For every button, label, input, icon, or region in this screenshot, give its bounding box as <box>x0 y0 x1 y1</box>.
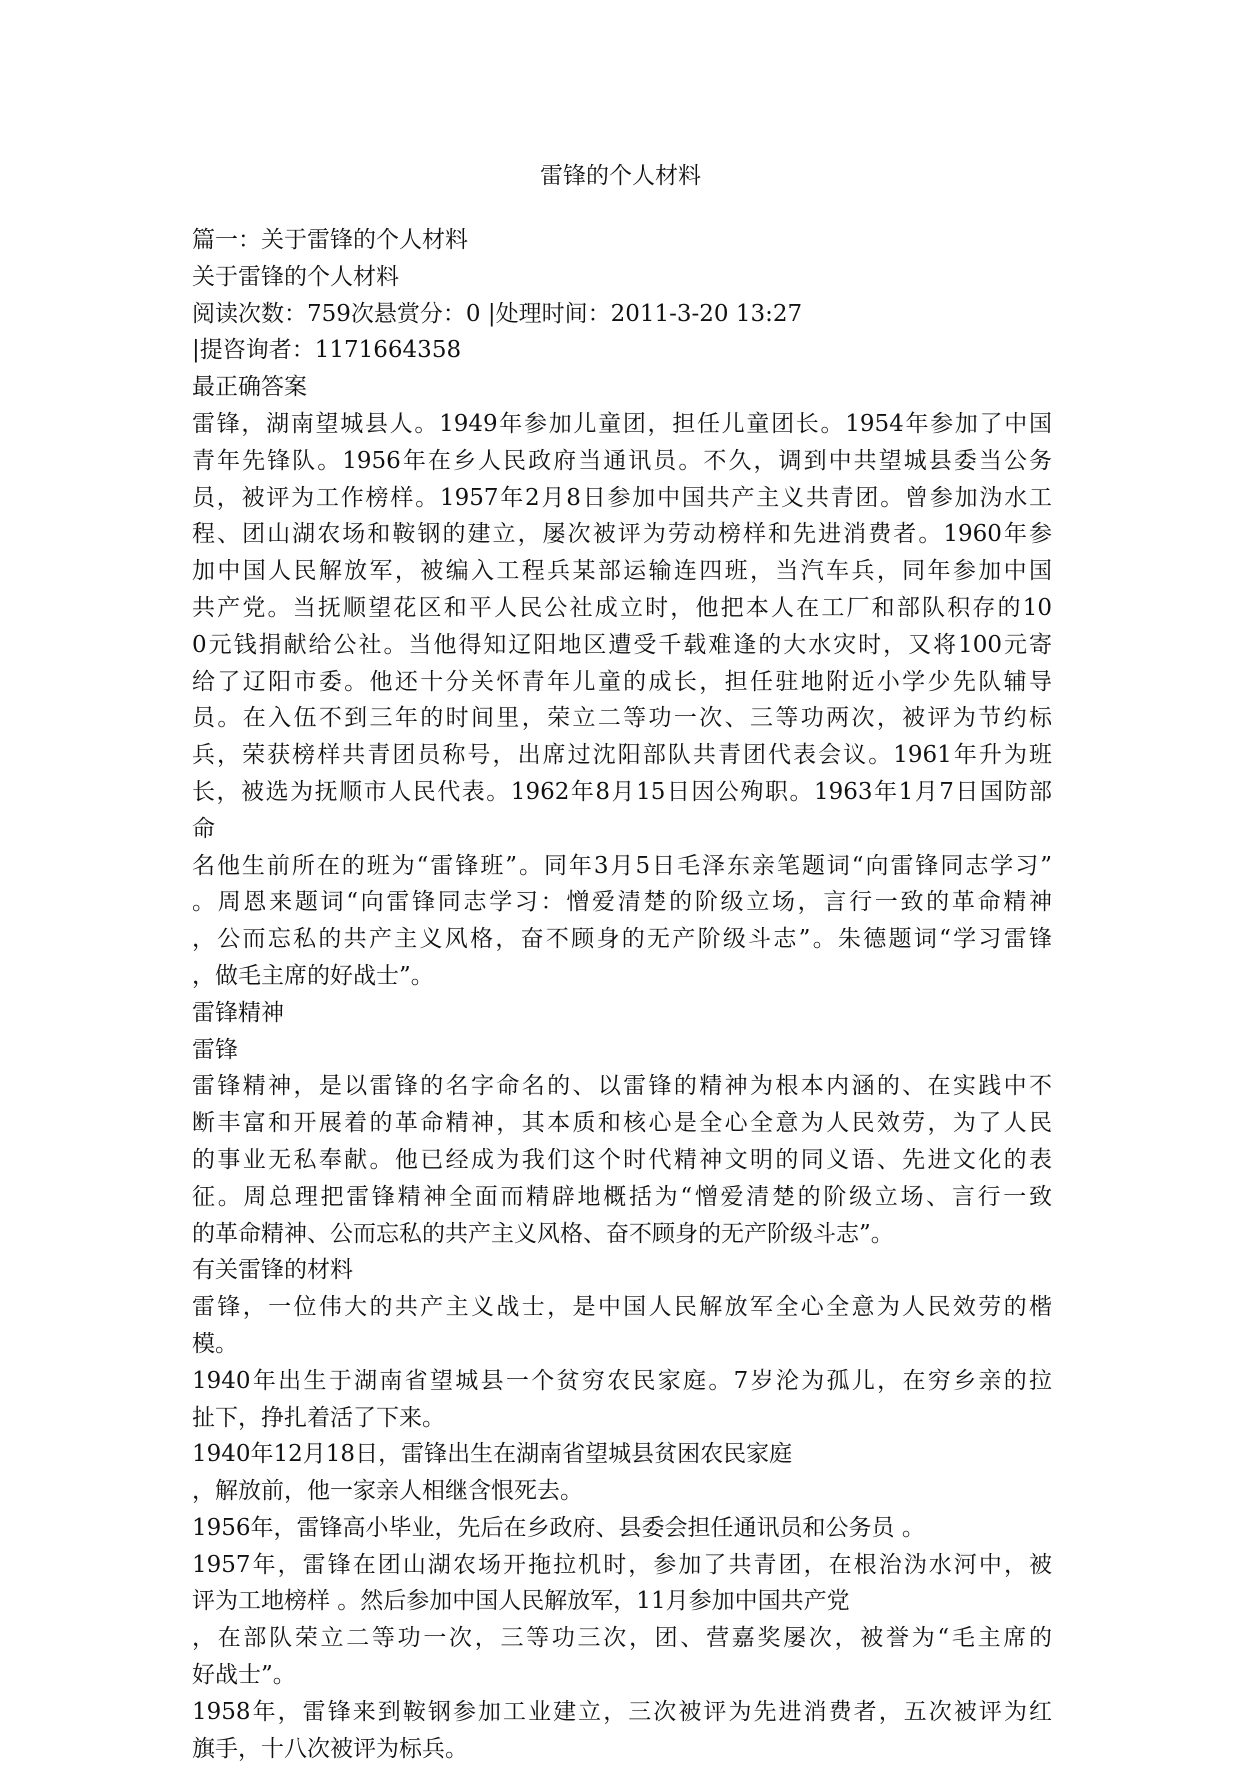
text-line: 征。周总理把雷锋精神全面而精辟地概括为“憎爱清楚的阶级立场、言行一致 <box>192 1183 1052 1210</box>
text-line: 雷锋精神 <box>192 999 284 1026</box>
text-line: 给了辽阳市委。他还十分关怀青年儿童的成长，担任驻地附近小学少先队辅导 <box>192 668 1052 695</box>
text-line: |提咨询者：1171664358 <box>192 337 462 364</box>
text-line: ，在部队荣立二等功一次，三等功三次，团、营嘉奖屡次，被誉为“毛主席的 <box>192 1625 1052 1652</box>
text-line: 1956年，雷锋高小毕业，先后在乡政府、县委会担任通讯员和公务员 。 <box>192 1514 925 1541</box>
text-line: 雷锋，湖南望城县人。1949年参加儿童团，担任儿童团长。1954年参加了中国 <box>192 410 1052 437</box>
text-line: ，公而忘私的共产主义风格，奋不顾身的无产阶级斗志”。朱德题词“学习雷锋 <box>192 926 1052 953</box>
text-line: 1958年，雷锋来到鞍钢参加工业建立，三次被评为先进消费者，五次被评为红 <box>192 1698 1052 1725</box>
text-line: 雷锋，一位伟大的共产主义战士，是中国人民解放军全心全意为人民效劳的楷 <box>192 1294 1052 1321</box>
text-line: 员，被评为工作榜样。1957年2月8日参加中国共产主义共青团。曾参加沩水工 <box>192 484 1052 511</box>
text-line: 最正确答案 <box>192 374 307 401</box>
text-line: 名他生前所在的班为“雷锋班”。同年3月5日毛泽东亲笔题词“向雷锋同志学习” <box>192 852 1052 879</box>
text-line: 1940年12月18日，雷锋出生在湖南省望城县贫困农民家庭 <box>192 1441 793 1468</box>
text-line: 共产党。当抚顺望花区和平人民公社成立时，他把本人在工厂和部队积存的10 <box>192 594 1052 621</box>
text-line: 命 <box>192 815 215 842</box>
text-line: 关于雷锋的个人材料 <box>192 263 399 290</box>
text-line: 程、团山湖农场和鞍钢的建立，屡次被评为劳动榜样和先进消费者。1960年参 <box>192 521 1052 548</box>
text-line: 1957年，雷锋在团山湖农场开拖拉机时，参加了共青团，在根治沩水河中，被 <box>192 1551 1052 1578</box>
document-title: 雷锋的个人材料 <box>540 163 701 189</box>
text-line: 扯下，挣扎着活了下来。 <box>192 1404 445 1431</box>
text-line: 的事业无私奉献。他已经成为我们这个时代精神文明的同义语、先进文化的表 <box>192 1146 1052 1173</box>
text-line: 评为工地榜样 。然后参加中国人民解放军，11月参加中国共产党 <box>192 1588 850 1615</box>
text-line: 模。 <box>192 1330 238 1357</box>
text-line: 雷锋精神，是以雷锋的名字命名的、以雷锋的精神为根本内涵的、在实践中不 <box>192 1073 1052 1100</box>
text-line: 的革命精神、公而忘私的共产主义风格、奋不顾身的无产阶级斗志”。 <box>192 1220 894 1247</box>
text-line: 断丰富和开展着的革命精神，其本质和核心是全心全意为人民效劳，为了人民 <box>192 1110 1052 1137</box>
text-line: 加中国人民解放军，被编入工程兵某部运输连四班，当汽车兵，同年参加中国 <box>192 558 1052 585</box>
document-body <box>192 222 1052 1767</box>
text-line: 。周恩来题词“向雷锋同志学习：憎爱清楚的阶级立场，言行一致的革命精神 <box>192 889 1052 916</box>
text-line: 1940年出生于湖南省望城县一个贫穷农民家庭。7岁沦为孤儿，在穷乡亲的拉 <box>192 1367 1052 1394</box>
text-line: 篇一：关于雷锋的个人材料 <box>192 227 468 253</box>
text-line: ，解放前，他一家亲人相继含恨死去。 <box>192 1478 583 1505</box>
text-line: 员。在入伍不到三年的时间里，荣立二等功一次、三等功两次，被评为节约标 <box>192 705 1052 732</box>
text-line: 青年先锋队。1956年在乡人民政府当通讯员。不久，调到中共望城县委当公务 <box>192 447 1052 474</box>
text-line: 旗手，十八次被评为标兵。 <box>192 1735 468 1762</box>
text-line: 阅读次数：759次悬赏分：0 |处理时间：2011-3-20 13:27 <box>192 300 803 327</box>
text-line: 兵，荣获榜样共青团员称号，出席过沈阳部队共青团代表会议。1961年升为班 <box>192 742 1052 769</box>
text-line: 雷锋 <box>192 1036 238 1063</box>
text-line: 好战士”。 <box>192 1662 296 1689</box>
text-line: 有关雷锋的材料 <box>192 1257 353 1284</box>
text-line: ，做毛主席的好战士”。 <box>192 962 434 989</box>
text-line: 0元钱捐献给公社。当他得知辽阳地区遭受千载难逢的大水灾时，又将100元寄 <box>192 631 1052 658</box>
text-line: 长，被选为抚顺市人民代表。1962年8月15日因公殉职。1963年1月7日国防部 <box>192 778 1052 805</box>
